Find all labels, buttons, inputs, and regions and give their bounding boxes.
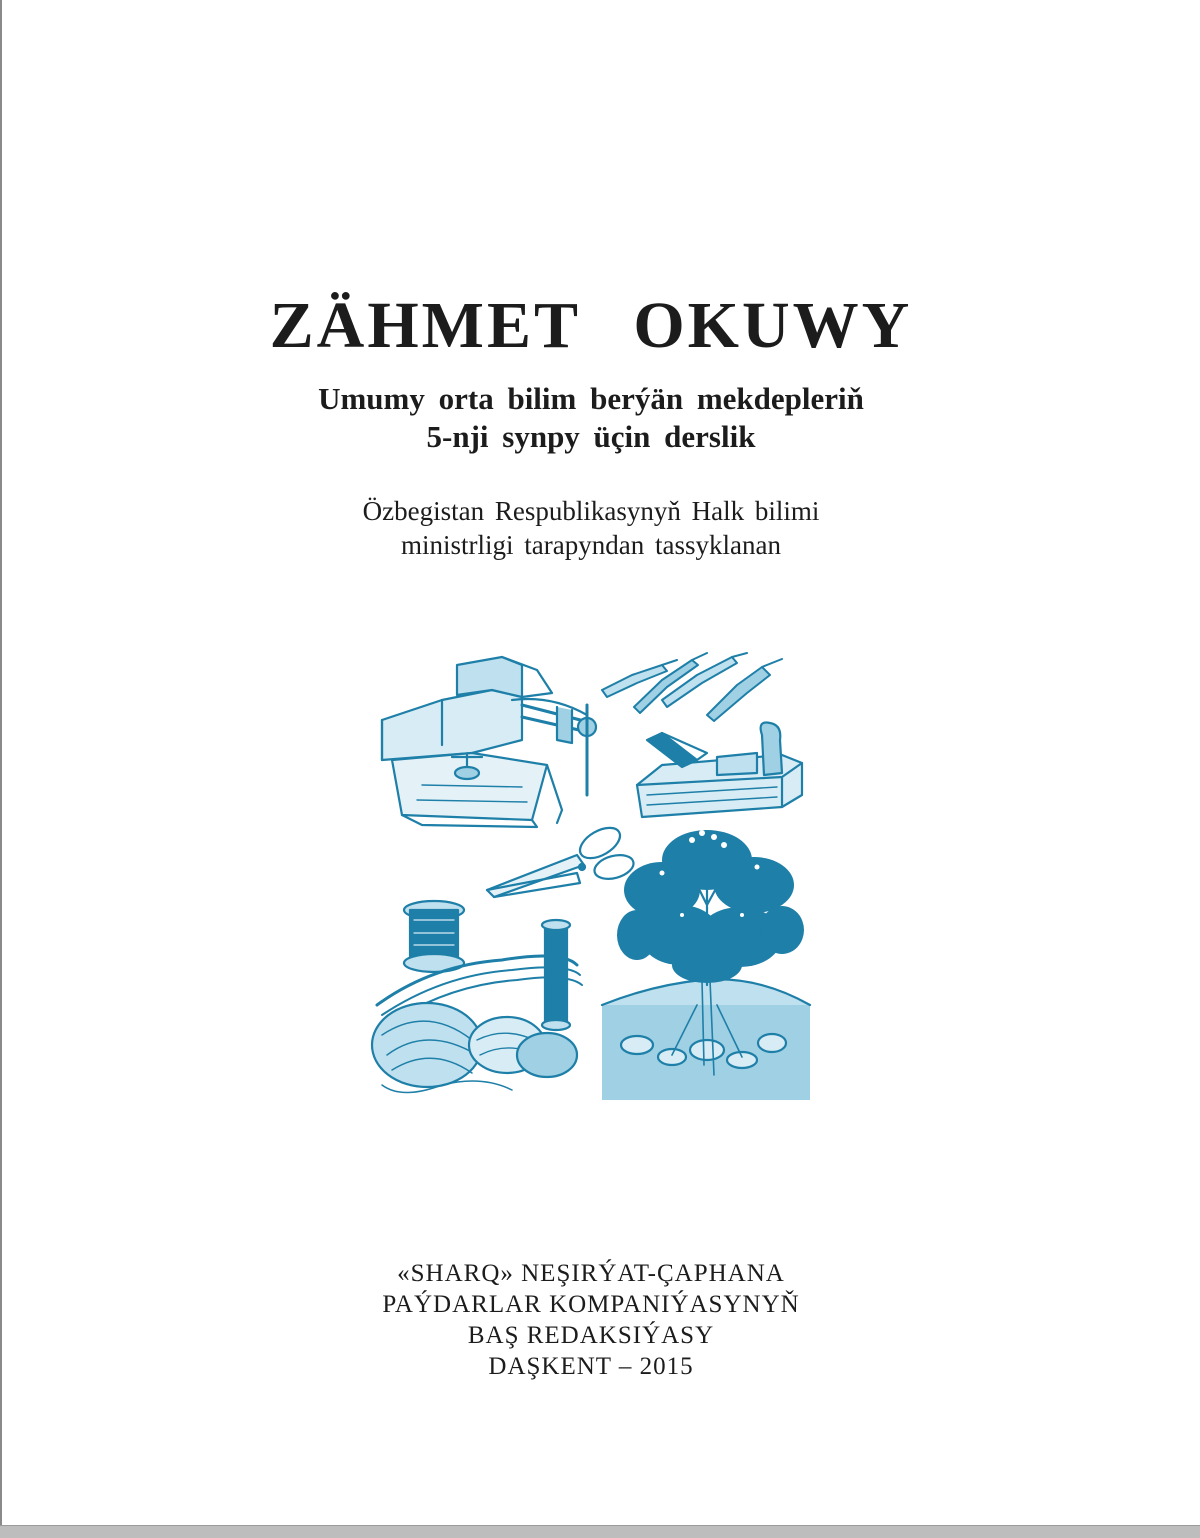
vise-icon xyxy=(382,657,596,827)
tools-illustration xyxy=(362,645,812,1100)
publisher-line-2: PAÝDARLAR KOMPANIÝASYNYŇ xyxy=(382,1291,800,1318)
publisher-line-4: DAŞKENT – 2015 xyxy=(488,1353,694,1380)
pliers-icon xyxy=(602,653,782,721)
book-title: ZÄHMET OKUWY xyxy=(269,289,913,362)
subtitle-line-2: 5-nji synpy üçin derslik xyxy=(426,419,756,454)
approval-note xyxy=(2,494,1180,562)
book-subtitle xyxy=(2,380,1180,456)
wood-plane-icon xyxy=(637,723,802,818)
publisher-line-1: «SHARQ» NEŞIRÝAT-ÇAPHANA xyxy=(397,1260,785,1287)
publisher-line-3: BAŞ REDAKSIÝASY xyxy=(467,1322,715,1349)
potato-plant-icon xyxy=(602,830,810,1100)
subtitle-line-1: Umumy orta bilim berýän mekdepleriň xyxy=(318,381,864,416)
window-bottom-border xyxy=(0,1525,1200,1538)
scissors-icon xyxy=(487,822,636,897)
publisher-block xyxy=(2,1258,1180,1382)
approval-line-2: ministrligi tarapyndan tassyklanan xyxy=(401,530,781,560)
approval-line-1: Özbegistan Respublikasynyň Halk bilimi xyxy=(362,496,820,526)
document-page xyxy=(2,0,1200,1525)
